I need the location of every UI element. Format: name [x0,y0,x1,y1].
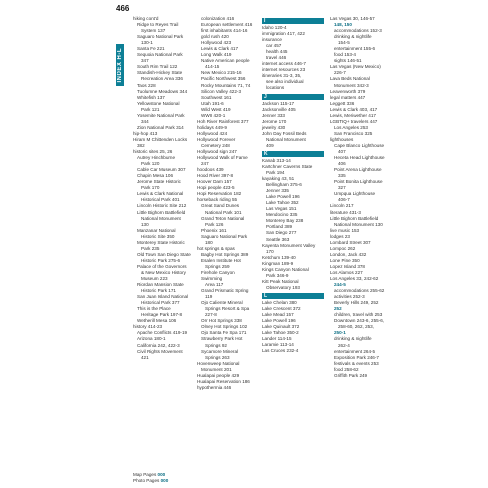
index-entry: literature 431-3 [330,209,361,215]
index-entry: Historic Site 350 [141,233,175,239]
index-entry: Hualapai people 429 [197,372,240,378]
index-entry: Hiram M Chittenden Locks [133,136,188,142]
index-entry: hot springs & spas [197,245,235,251]
index-entry: Park 194 [266,169,285,175]
index-entry: Springs 263 [205,354,230,360]
index-entry: Wild West 419 [201,106,231,112]
index-entry: This is the Place [137,306,171,312]
index-entry: 421 [141,354,149,360]
index-entry: Park 170 [141,185,160,191]
index-entry: 170 [266,248,274,254]
index-entry: internet access 446-7 [262,61,306,67]
index-entry: 406-7 [338,197,350,203]
index-entry: Exposition Park 246-7 [334,354,379,360]
index-entry: New Mexico 215-16 [201,70,242,76]
index-entry: Lompoc 262 [330,245,356,251]
index-entry: Zion National Park 314 [137,124,184,130]
index-entry: 262-4 [338,342,350,348]
index-entry: 227-8 [205,312,217,318]
index-entry: historic sites 25, 26 [133,149,173,155]
index-entry: Hopi people 423-5 [197,185,235,191]
index-entry: Yosemite National Park [137,112,185,118]
index-entry: Point Bonita Lighthouse [334,179,383,185]
index-entry: 347 [141,58,149,64]
index-entry: Idaho 120-4 [262,25,287,30]
index-entry: Hoh River Rainforest 377 [197,118,249,124]
index-entry: Hood River 397-8 [197,173,234,179]
index-entry: Hollywood sign 247 [197,149,237,155]
index-entry: Civil Rights Movement [137,348,183,354]
index-entry: Lincoln Historic Site 212 [137,203,187,209]
index-entry: Saguaro National Park [201,233,248,239]
index-entry: 180 [205,239,213,245]
index-entry: National Monument [266,136,306,142]
index-entry: hip-hop 413 [133,130,158,136]
index-entry: Portland 389 [266,224,293,230]
index-entry: Olney Hot Springs 102 [201,324,248,330]
index-entry: Ridge to Reyes Trail [137,22,179,28]
index-entry: Springs 92 [205,342,227,348]
index-entry: Lake Quinault 372 [262,324,300,330]
photo-pages-number: 000 [160,478,169,483]
index-entry: 409 [266,142,274,148]
index-entry: Great Sand Dunes [201,203,240,209]
index-entry: 226-7 [334,70,346,76]
index-entry: Tuolumne Meadows 344 [137,88,188,94]
index-entry: Palace of the Governors [137,263,187,269]
index-entry: Taos 228 [137,82,156,88]
index-entry: festivals & events 253 [334,360,379,366]
index-entry: gold rush 420 [201,34,229,40]
index-entry: Kings Canyon National [262,266,309,272]
index-entry: Kartchner Caverns State [262,163,313,169]
index-entry: Las Vegas 151 [266,206,297,212]
index-entry: children, travel with 253 [334,312,383,318]
index-entry: 335 [338,173,346,179]
index-entry: Esalen Institute Hot [201,257,241,263]
index-entry: Observatory 193 [266,284,300,290]
index-entry: sights 146-51 [334,58,362,64]
index-entry: Hollywood 424 [197,130,228,136]
index-entry: Ketchum 139-40 [262,254,296,260]
index-entry: Pacific Northwest 356 [201,76,246,82]
index-entry: Seattle 363 [266,236,290,242]
index-entry: jewelry 430 [262,124,286,130]
index-entry: Lake Chelan 380 [262,299,297,305]
index-entry: 154-5 [338,40,350,46]
index-entry: Leggett 336 [330,100,355,106]
index-entry: Historical Park 377 [141,300,180,306]
index-entry: System 137 [141,28,166,34]
index-entry: 130-1 [141,40,153,46]
index-entry: San Juan Island National [137,294,189,300]
index-entry: Las Vegas 30, 146-57 [330,16,375,21]
index-entry: Old Town San Diego State [137,251,191,257]
index-entry: Lake Powell 196 [266,194,300,200]
index-entry: 406 [338,161,346,167]
index-entry: Long Walk 419 [201,52,232,58]
index-entry: Lewis, Meriwether 417 [330,112,376,118]
index-entry: Cape Blanco Lighthouse [334,142,385,148]
index-column-4 [330,16,392,379]
index-entry: National Monument [141,215,181,221]
index-entry: Griffith Park 249 [334,372,368,378]
index-entry: Lopez Island 378 [330,263,365,269]
index-entry: Hollywood Forever [197,136,236,142]
index-entry: Hollywood 423 [201,40,232,46]
index-entry: itineraries 31-3, 35, [262,73,302,79]
index-entry: Lombard Street 307 [330,239,371,245]
index-column-3 [262,16,324,354]
section-letter-heading: J [262,94,324,100]
index-entry: Kingman 189-9 [262,260,294,266]
index-entry: Beverly Hills 249, 252 [334,300,379,306]
index-entry: LGBTIQ+ travelers 447 [330,118,378,124]
index-entry: 407 [338,149,346,155]
page-footer [133,472,168,484]
section-letter-heading: L [262,293,324,299]
index-entry: history 414-23 [133,324,163,330]
index-entry: accommodations 152-3 [334,28,382,34]
index-entry: Lincoln 217 [330,203,354,209]
index-entry: Saguaro National Park [137,34,184,40]
index-entry: Grand Teton National [201,215,245,221]
index-entry: kayaking 43, 51 [262,176,295,182]
index-column-2 [197,16,257,391]
index-entry: Laramie 113-14 [262,342,294,348]
index-entry: holidays 449-9 [197,124,227,130]
index-entry: Utah 191-6 [201,100,224,106]
index-entry: Hovenweep National [197,360,240,366]
index-entry: 247 [201,161,209,167]
index-entry: colonization 416 [201,16,235,21]
index-entry: Springs Resort & Spa [205,306,250,312]
index-entry: Kitt Peak National [262,278,299,284]
index-entry: Lake Crescent 372 [262,305,301,311]
index-entry: legal matters 447 [330,94,366,100]
index-entry: travel 446 [266,55,287,61]
index-entry: Jackson 115-17 [262,100,295,106]
index-entry: drinking & nightlife [334,336,372,342]
index-entry: Springs 259 [205,263,230,269]
map-pages-label: Map Pages [133,472,157,477]
index-entry: lodges 23 [330,233,350,239]
index-entry: Las Cruces 232-4 [262,348,299,354]
index-entry: horseback riding 55 [197,197,238,203]
photo-pages-label: Photo Pages [133,478,160,483]
index-entry: Lone Pine 350 [330,257,360,263]
index-entry: San Diego 277 [266,230,297,236]
index-entry: Yellowstone National [137,100,180,106]
index-entry: Heritage Park 197-8 [141,312,183,318]
index-entry: 382 [137,142,145,148]
index-entry: John Day Fossil Beds [262,130,307,136]
index-entry: Park 126 [205,221,224,227]
index-entry: Los Angeles 253 [334,124,368,130]
index-entry: Lewis & Clark National [137,191,184,197]
index-entry: Autrey Hinchburne [137,155,176,161]
index-entry: Kayenta Monument Valley [262,242,316,248]
index-entry: Lake Powell 196 [262,318,296,324]
index-entry: 414-15 [205,64,220,70]
index-entry: car 457 [266,43,282,49]
index-entry: Lander 114-15 [262,336,292,342]
index-entry: Ojo Santa Fe Spa 171 [201,330,247,336]
index-entry: 344 [141,118,149,124]
index-entry: Mendocino 335 [266,212,298,218]
index-entry: Umpqua Lighthouse [334,191,376,197]
index-entry: WWII 420-1 [201,112,226,118]
index-entry: lighthouses [330,136,354,142]
index-entry: 148, 150 [334,22,352,28]
index-entry: Historic Park 275-6 [141,257,181,263]
index-entry: first inhabitants 414-16 [201,28,248,34]
index-entry: Heceta Head Lighthouse [334,155,385,161]
index-entry: Jenner 333 [262,112,285,118]
index-entry: internet resources 23 [262,67,306,73]
index-entry: Sycamore Mineral [201,348,239,354]
index-entry: Jerome 170 [262,118,287,124]
section-letter-heading: K [262,151,324,157]
index-entry: Jacksonville 405 [262,106,296,112]
index-entry: Whitefish 137 [137,94,165,100]
index-entry: Lewis & Clark 417 [201,46,239,52]
index-entry: Phoenix 161 [201,227,227,233]
index-entry: locations [266,85,285,91]
index-entry: Grand Prismatic Spring [201,288,249,294]
index-entry: Lake Mead 157 [262,312,294,318]
index-entry: Sequoia National Park [137,52,183,58]
index-column-1 [133,16,193,361]
index-entry: Lewis & Clark 403, 417 [330,106,378,112]
index-entry: immigration 417, 422 [262,31,305,37]
photo-pages-legend [133,478,168,484]
index-entry: National Monument 130 [334,221,383,227]
index-entry: Kanab 313-14 [262,157,291,163]
index-entry: Jenner 335 [266,188,289,194]
index-entry: Chapin Mesa 106 [137,173,174,179]
index-entry: European settlement 416 [201,22,253,28]
index-entry: hypothermia 446 [197,384,232,390]
index-entry: Las Vegas (New Mexico) [330,64,381,70]
index-entry: Monument 201 [201,366,232,372]
index-entry: health 445 [266,49,288,55]
index-entry: Arizona 180-1 [137,336,166,342]
index-entry: Lake Tahoe 352 [266,200,299,206]
index-entry: & New Mexico History [141,269,186,275]
index-entry: Manzanar National [137,227,176,233]
index-entry: Park 235 [141,245,160,251]
index-entry: Ojo Caliente Mineral [201,300,243,306]
index-entry: entertainment 264-5 [334,348,376,354]
index-entry: Standish-Hickey State [137,70,183,76]
index-entry: Firehole Canyon Swimming [201,269,235,282]
index-entry: 252 [334,306,342,312]
index-entry: 130 [141,221,149,227]
index-entry: 258-60, 262, 253, [338,324,375,330]
index-entry: Cable Car Museum 307 [137,167,186,173]
index-entry: Hollywood Walk of Fame [197,155,248,161]
index-entry: accommodations 255-62 [334,288,385,294]
index-entry: 119 [205,294,213,300]
index-entry: Los Angeles 33, 242-62 [330,276,379,282]
map-pages-number: 000 [157,472,166,477]
index-entry: Park 120 [141,161,160,167]
index-entry: Orr Hot Springs 338 [201,318,242,324]
index-entry: Riordan Mansion State [137,282,184,288]
index-entry: Cemetery 248 [201,142,230,148]
index-entry: Lava Beds National [330,76,370,82]
index-entry: Santa Fe 221 [137,46,165,52]
index-entry: San Francisco 325 [334,130,373,136]
index-entry: Silicon Valley 422-3 [201,88,242,94]
index-entry: Museum 223 [141,276,168,282]
index-entry: see also individual [266,79,304,85]
index-entry: Jerome State Historic [137,179,181,185]
index-entry: Little Bighorn Battlefield [330,215,379,221]
index-entry: drinking & nightlife [334,34,372,40]
index-entry: Wetherill Mesa 106 [137,318,177,324]
page-number: 466 [116,4,130,13]
index-entry: 250-1 [334,330,346,336]
index-entry: Recreation Area 336 [141,76,183,82]
index-entry: Bellingham 375-6 [266,182,302,188]
index-entry: Apache Conflicts 419-19 [137,330,188,336]
index-entry: Monument 342-3 [334,82,369,88]
index-entry: National Park 101 [205,209,242,215]
index-entry: activities 252-3 [334,294,365,300]
index-entry: Park 346-9 [266,272,289,278]
index-entry: food 258-62 [334,366,359,372]
index-entry: live music 153 [330,227,360,233]
index-entry: hoodoos 439 [197,167,224,173]
index-tab [116,44,124,86]
index-entry: Hoover Dam 157 [197,179,232,185]
index-entry: food 153-4 [334,52,356,58]
index-entry: Historic Park 171 [141,288,176,294]
index-entry: Downtown 243-6, 255-6, [334,318,385,324]
index-entry: Park 121 [141,106,160,112]
index-entry: Monterey State Historic [137,239,185,245]
index-entry: Little Bighorn Battlefield [137,209,186,215]
index-entry: Southwest 161 [201,94,232,100]
index-entry: Monterey Bay 238 [266,218,304,224]
index-entry: South Rim Trail 122 [137,64,178,70]
index-entry: hiking cont'd [133,16,159,21]
index-entry: Native American people [201,58,250,64]
index-entry: Strawberry Park Hot [201,336,243,342]
index-entry: Historical Park 401 [141,197,180,203]
index-entry: Bagby Hot Springs 389 [201,251,249,257]
index-entry: Leavenworth 379 [330,88,366,94]
index-entry: insurance [262,37,282,43]
index-entry: Los Alamos 227 [330,269,363,275]
index-entry: entertainment 155-6 [334,46,376,52]
index-entry: Lake Tahoe 350-2 [262,330,299,336]
index-entry: Rocky Mountains 71, 74 [201,82,251,88]
index-entry: Point Arena Lighthouse [334,167,382,173]
index-entry: Hopi Reservation 182 [197,191,242,197]
index-entry: 244-5 [334,282,346,288]
index-entry: London, Jack 432 [330,251,367,257]
index-entry: Hualapai Reservation 186 [197,378,250,384]
index-entry: California 242, 422-3 [137,342,180,348]
index-entry: Area 117 [205,282,224,288]
section-letter-heading: I [262,18,324,24]
index-entry: 327 [338,185,346,191]
index-tab-label: INDEX H-L [117,47,123,83]
